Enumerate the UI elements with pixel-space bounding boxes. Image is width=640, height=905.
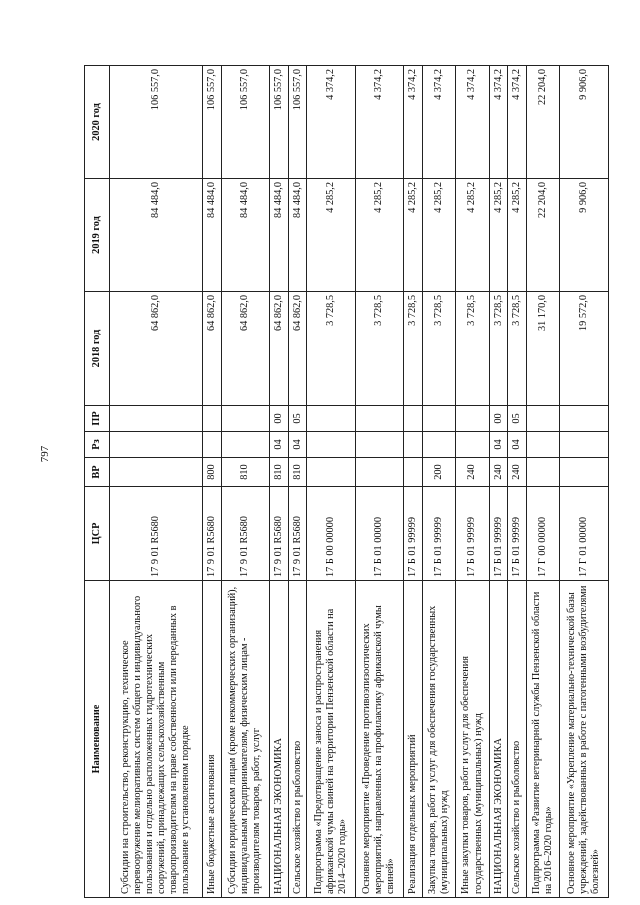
cell-rz — [110, 432, 203, 458]
cell-2018: 3 728,5 — [456, 292, 490, 406]
cell-name: Основное мероприятие «Укрепление материально-технической базы учреждений, задействованных в работе с патогенными возбудителями болезней» — [560, 581, 609, 898]
cell-vr: 810 — [221, 458, 269, 487]
cell-2020: 22 204,0 — [526, 66, 560, 179]
budget-table — [84, 65, 609, 898]
cell-name: Иные закупки товаров, работ и услуг для обеспечения государственных (муниципальных) нужд — [456, 581, 490, 898]
col-header-rz: Рз — [85, 432, 110, 458]
cell-vr — [355, 458, 403, 487]
cell-2018: 64 862,0 — [221, 292, 269, 406]
cell-vr — [307, 458, 355, 487]
cell-2020: 106 557,0 — [221, 66, 269, 179]
cell-2019: 9 906,0 — [560, 179, 609, 292]
cell-2020: 4 374,2 — [355, 66, 403, 179]
cell-2019: 84 484,0 — [110, 179, 203, 292]
cell-vr — [526, 458, 560, 487]
cell-vr: 800 — [203, 458, 222, 487]
cell-pr: 05 — [508, 406, 527, 432]
cell-2019: 4 285,2 — [355, 179, 403, 292]
cell-pr: 00 — [489, 406, 508, 432]
cell-vr: 810 — [288, 458, 307, 487]
cell-name: Подпрограмма «Развитие ветеринарной службы Пензенской области на 2016–2020 годы» — [526, 581, 560, 898]
cell-rz: 04 — [508, 432, 527, 458]
cell-csr: 17 Б 00 00000 — [307, 487, 355, 581]
cell-csr: 17 Г 01 00000 — [560, 487, 609, 581]
cell-rz — [307, 432, 355, 458]
cell-vr: 240 — [489, 458, 508, 487]
cell-2020: 106 557,0 — [203, 66, 222, 179]
table-row — [307, 66, 355, 898]
cell-2019: 84 484,0 — [270, 179, 289, 292]
table-row — [456, 66, 490, 898]
cell-csr: 17 Б 01 99999 — [404, 487, 423, 581]
cell-2018: 3 728,5 — [404, 292, 423, 406]
col-header-2020: 2020 год — [85, 66, 110, 179]
table-row — [422, 66, 456, 898]
cell-2018: 3 728,5 — [307, 292, 355, 406]
cell-pr — [560, 406, 609, 432]
cell-2020: 4 374,2 — [404, 66, 423, 179]
table-row — [288, 66, 307, 898]
col-header-vr: ВР — [85, 458, 110, 487]
cell-csr: 17 9 01 R5680 — [110, 487, 203, 581]
cell-pr — [221, 406, 269, 432]
table-row — [203, 66, 222, 898]
cell-2020: 106 557,0 — [110, 66, 203, 179]
cell-pr — [355, 406, 403, 432]
col-header-csr: ЦСР — [85, 487, 110, 581]
table-row — [355, 66, 403, 898]
cell-csr: 17 9 01 R5680 — [221, 487, 269, 581]
cell-2018: 31 170,0 — [526, 292, 560, 406]
cell-name: Подпрограмма «Предотвращение заноса и распространения африканской чумы свиней на территории Пензенской области на 2014–2020 годы» — [307, 581, 355, 898]
cell-name: Сельское хозяйство и рыболовство — [508, 581, 527, 898]
cell-csr: 17 Б 01 99999 — [422, 487, 456, 581]
cell-2020: 4 374,2 — [422, 66, 456, 179]
cell-2020: 9 906,0 — [560, 66, 609, 179]
cell-pr: 00 — [270, 406, 289, 432]
cell-rz: 04 — [288, 432, 307, 458]
cell-vr — [110, 458, 203, 487]
col-header-2018: 2018 год — [85, 292, 110, 406]
cell-rz — [560, 432, 609, 458]
cell-2020: 106 557,0 — [270, 66, 289, 179]
cell-csr: 17 Б 01 99999 — [508, 487, 527, 581]
cell-2019: 4 285,2 — [307, 179, 355, 292]
cell-pr — [526, 406, 560, 432]
table-header-row — [85, 66, 110, 898]
cell-rz — [456, 432, 490, 458]
cell-2019: 4 285,2 — [489, 179, 508, 292]
table-row — [270, 66, 289, 898]
cell-rz — [422, 432, 456, 458]
cell-rz — [355, 432, 403, 458]
cell-rz — [526, 432, 560, 458]
table-row — [508, 66, 527, 898]
cell-csr: 17 Б 01 00000 — [355, 487, 403, 581]
cell-vr: 810 — [270, 458, 289, 487]
cell-name: НАЦИОНАЛЬНАЯ ЭКОНОМИКА — [489, 581, 508, 898]
page-number: 797 — [39, 445, 51, 463]
cell-vr: 240 — [508, 458, 527, 487]
cell-pr — [456, 406, 490, 432]
cell-name: Реализация отдельных мероприятий — [404, 581, 423, 898]
cell-2018: 3 728,5 — [355, 292, 403, 406]
cell-2018: 64 862,0 — [288, 292, 307, 406]
cell-2018: 3 728,5 — [508, 292, 527, 406]
cell-2019: 84 484,0 — [203, 179, 222, 292]
table-row — [110, 66, 203, 898]
cell-name: Иные бюджетные ассигнования — [203, 581, 222, 898]
cell-2019: 84 484,0 — [221, 179, 269, 292]
cell-vr — [560, 458, 609, 487]
cell-2020: 4 374,2 — [489, 66, 508, 179]
cell-rz — [221, 432, 269, 458]
cell-csr: 17 Б 01 99999 — [489, 487, 508, 581]
cell-rz: 04 — [489, 432, 508, 458]
cell-name: Закупка товаров, работ и услуг для обеспечения государственных (муниципальных) нужд — [422, 581, 456, 898]
cell-pr — [422, 406, 456, 432]
cell-name: Сельское хозяйство и рыболовство — [288, 581, 307, 898]
table-row — [526, 66, 560, 898]
cell-2019: 4 285,2 — [422, 179, 456, 292]
cell-2018: 64 862,0 — [270, 292, 289, 406]
cell-rz — [203, 432, 222, 458]
cell-2020: 4 374,2 — [456, 66, 490, 179]
cell-pr — [404, 406, 423, 432]
cell-rz: 04 — [270, 432, 289, 458]
cell-csr: 17 9 01 R5680 — [203, 487, 222, 581]
cell-vr: 240 — [456, 458, 490, 487]
col-header-pr: ПР — [85, 406, 110, 432]
cell-name: НАЦИОНАЛЬНАЯ ЭКОНОМИКА — [270, 581, 289, 898]
cell-2018: 3 728,5 — [489, 292, 508, 406]
cell-2020: 4 374,2 — [508, 66, 527, 179]
cell-name: Субсидии на строительство, реконструкцию, техническое перевооружение мелиоративных систем общего и индивидуального пользования и отдельно расположенных гидротехнических сооружений, принадлежащих сельскохозяйственным товаропроизводителям на праве собственности или переданных в пользование в установленном порядке — [110, 581, 203, 898]
cell-pr — [307, 406, 355, 432]
cell-pr — [110, 406, 203, 432]
cell-2020: 106 557,0 — [288, 66, 307, 179]
cell-2019: 4 285,2 — [404, 179, 423, 292]
cell-2020: 4 374,2 — [307, 66, 355, 179]
cell-vr: 200 — [422, 458, 456, 487]
table-row — [489, 66, 508, 898]
cell-2018: 64 862,0 — [203, 292, 222, 406]
cell-2019: 4 285,2 — [508, 179, 527, 292]
cell-2018: 3 728,5 — [422, 292, 456, 406]
cell-2018: 19 572,0 — [560, 292, 609, 406]
cell-name: Субсидии юридическим лицам (кроме некоммерческих организаций), индивидуальным предпринимателям, физическим лицам - производителям товаров, работ, услуг — [221, 581, 269, 898]
cell-csr: 17 9 01 R5680 — [288, 487, 307, 581]
cell-vr — [404, 458, 423, 487]
cell-csr: 17 Б 01 99999 — [456, 487, 490, 581]
cell-name: Основное мероприятие «Проведение противоэпизоотических мероприятий, направленных на профилактику африканской чумы свиней» — [355, 581, 403, 898]
col-header-name: Наименование — [85, 581, 110, 898]
table-row — [404, 66, 423, 898]
rotated-table-container — [84, 66, 609, 898]
cell-2019: 22 204,0 — [526, 179, 560, 292]
table-row — [221, 66, 269, 898]
cell-pr — [203, 406, 222, 432]
cell-csr: 17 9 01 R5680 — [270, 487, 289, 581]
cell-2018: 64 862,0 — [110, 292, 203, 406]
cell-2019: 4 285,2 — [456, 179, 490, 292]
cell-csr: 17 Г 00 00000 — [526, 487, 560, 581]
col-header-2019: 2019 год — [85, 179, 110, 292]
cell-rz — [404, 432, 423, 458]
cell-2019: 84 484,0 — [288, 179, 307, 292]
table-row — [560, 66, 609, 898]
cell-pr: 05 — [288, 406, 307, 432]
